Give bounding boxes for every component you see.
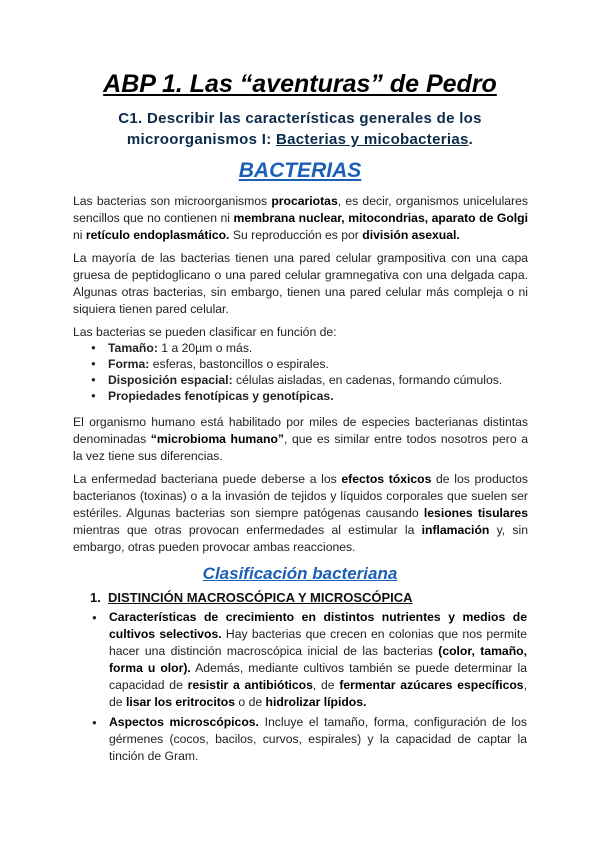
subtitle-line2-suffix: . [468,131,474,148]
list-item: ● Propiedades fenotípicas y genotípicas. [93,388,523,404]
list-item: ● Disposición espacial: células aisladas, en cadenas, formando cúmulos. [93,372,523,388]
heading-bacterias: BACTERIAS [238,159,362,182]
paragraph-cell-wall: La mayoría de las bacterias tienen una pared celular grampositiva con una capa gruesa de peptidoglicano o una pared celular gramnegativa con una delgada capa. Algunas otras bacterias, sin embargo, tienen una pared celular más compleja o ni siquiera tienen pared celular. [73,251,528,316]
section-heading [90,590,413,605]
list-item: ● Tamaño: 1 a 20µm o más. [93,340,523,356]
section-title: DISTINCIÓN MACROSCÓPICA Y MICROSCÓPICA [108,590,413,605]
list-item: ● Forma: esferas, bastoncillos o espirales. [93,356,523,372]
subtitle-link: Bacterias y micobacterias [276,131,469,148]
page-title: ABP 1. Las “aventuras” de Pedro [103,70,497,98]
paragraph-classification-intro: Las bacterias se pueden clasificar en función de: [73,325,337,339]
subtitle [110,108,490,150]
heading-clasificacion: Clasificación bacteriana [202,564,398,583]
subtitle-line2-prefix: microorganismos I: [126,131,276,148]
paragraph-intro: Las bacterias son microorganismos procariotas, es decir, organismos unicelulares sencillos que no contienen ni membrana nuclear, mitocondrias, aparato de Golgi ni retículo endoplasmático. Su reproducción es por división asexual. [73,194,528,242]
criteria-list [93,340,523,404]
bullet-microscopic: ● Aspectos microscópicos. Incluye el tamaño, forma, configuración de los gérmenes (cocos, bacilos, curvos, espirales) y la capacidad de captar la tinción de Gram. [109,714,527,765]
section-number: 1. [90,590,101,605]
paragraph-microbiome: El organismo humano está habilitado por miles de especies bacterianas distintas denominadas “microbioma humano”, que es similar entre todos nosotros pero a la vez tiene sus diferencias. [73,415,528,463]
paragraph-disease: La enfermedad bacteriana puede deberse a los efectos tóxicos de los productos bacterianos (toxinas) o a la invasión de tejidos y líquidos corporales que suelen ser estériles. Algunas bacterias son siempre patógenas causando lesiones tisulares mientras que otras provocan enfermedades al estimular la inflamación y, sin embargo, otras pueden provocar ambas reacciones. [73,472,528,554]
bullet-growth: ● Características de crecimiento en distintos nutrientes y medios de cultivos selectivos. Hay bacterias que crecen en colonias que nos permite hacer una distinción macroscópica inicial de las bacterias (color, tamaño, forma u olor). Además, mediante cultivos también se puede determinar la capacidad de resistir a antibióticos, de fermentar azúcares específicos, de lisar los eritrocitos o de hidrolizar lípidos. [109,609,527,711]
subtitle-line1: C1. Describir las características generales de los [118,110,482,127]
